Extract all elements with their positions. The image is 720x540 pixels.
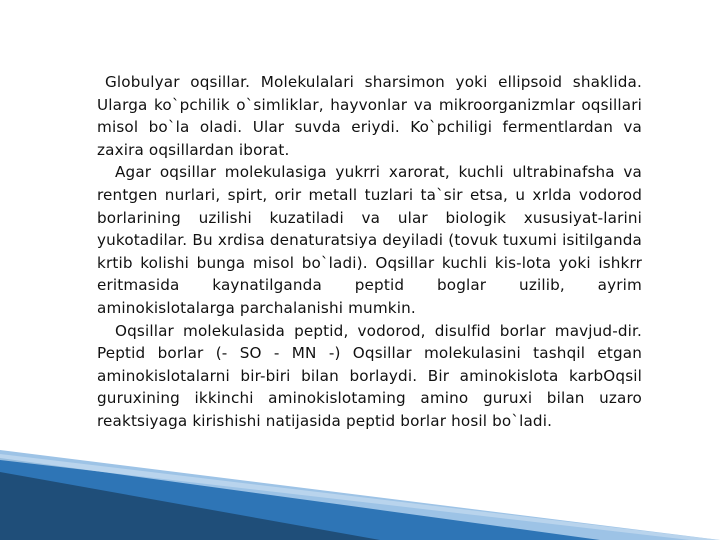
paragraph-peptid-bonds: Oqsillar molekulasida peptid, vodorod, disulfid borlar mavjud-dir. Peptid borlar (- SO - MN -) Oqsillar molekulasini tashqil etgan aminokislotalarni bir-biri bilan borlaydi. Bir aminokislota karbOqsil guruxining ikkinchi aminokislotaming amino guruxi bilan uzaro reaktsiyaga kirishishi natijasida peptid borlar hosil bo`ladi. — [97, 321, 642, 430]
bottom-wave-decoration — [0, 450, 720, 540]
body-text — [97, 71, 642, 433]
paragraph-denaturation: Agar oqsillar molekulasiga yukrri xarorat, kuchli ultrabinafsha va rentgen nurlari, spirt, orir metall tuzlari ta`sir etsa, u xrlda vodorod borlarining uzilishi kuzatiladi va ular biologik xususiyat-larini yukotadilar. Bu xrdisa denaturatsiya deyiladi (tovuk tuxumi isitilganda krtib kolishi bunga misol bo`ladi). Oqsillar kuchli kis-lota yoki ishkrr eritmasida kaynatilganda peptid boglar uzilib, ayrim aminokislotalarga parchalanishi mumkin. — [97, 163, 642, 317]
paragraph-globular-proteins: Globulyar oqsillar. Molekulalari sharsimon yoki ellipsoid shaklida. Ularga ko`pchilik o`simliklar, hayvonlar va mikroorganizmlar oqsillari misol bo`la oladi. Ular suvda eriydi. Ko`pchiligi fermentlardan va zaxira oqsillardan iborat. — [97, 73, 642, 159]
